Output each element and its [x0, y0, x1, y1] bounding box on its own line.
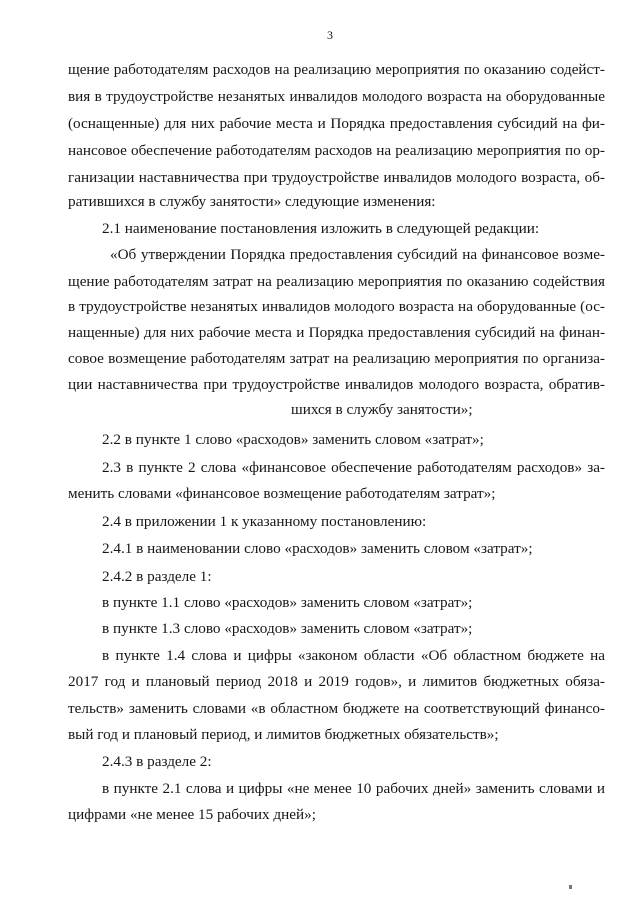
text-line: 2017 год и плановый период 2018 и 2019 годов», и лимитов бюджетных обяза- — [68, 673, 605, 690]
section-heading-line: 2.1 наименование постановления изложить в следующей редакции: — [102, 220, 540, 237]
scan-mark — [569, 885, 572, 889]
text-line: нансовое обеспечение работодателям расходов на реализацию мероприятия по ор- — [68, 142, 605, 159]
quoted-text-line: ции наставничества при трудоустройстве инвалидов молодого возраста, обратив- — [68, 376, 605, 393]
text-line: ратившихся в службу занятости» следующие изменения: — [68, 193, 436, 210]
quoted-text-line: совое возмещение работодателям затрат на реализацию мероприятия по организа- — [68, 350, 605, 367]
text-line: 2.4 в приложении 1 к указанному постановлению: — [102, 513, 427, 530]
text-line: в пункте 1.3 слово «расходов» заменить словом «затрат»; — [102, 620, 473, 637]
text-line: цифрами «не менее 15 рабочих дней»; — [68, 806, 316, 823]
text-line: 2.2 в пункте 1 слово «расходов» заменить словом «затрат»; — [102, 431, 484, 448]
text-line: 2.4.1 в наименовании слово «расходов» заменить словом «затрат»; — [102, 540, 533, 557]
text-line: 2.3 в пункте 2 слова «финансовое обеспечение работодателям расходов» за- — [102, 459, 605, 476]
text-line: в пункте 1.1 слово «расходов» заменить словом «затрат»; — [102, 594, 473, 611]
text-line: тельств» заменить словами «в областном бюджете на соответствующий финансо- — [68, 700, 605, 717]
text-line: в пункте 2.1 слова и цифры «не менее 10 рабочих дней» заменить словами и — [102, 780, 605, 797]
quoted-text-line: нащенные) для них рабочие места и Порядка предоставления субсидий на финан- — [68, 324, 605, 341]
text-line: менить словами «финансовое возмещение работодателям затрат»; — [68, 485, 496, 502]
quoted-text-line: «Об утверждении Порядка предоставления субсидий на финансовое возме- — [110, 246, 605, 263]
text-line: в пункте 1.4 слова и цифры «законом области «Об областном бюджете на — [102, 647, 605, 664]
text-line: вый год и плановый период, и лимитов бюджетных обязательств»; — [68, 726, 499, 743]
text-line: щение работодателям расходов на реализацию мероприятия по оказанию содейст- — [68, 61, 605, 78]
quoted-text-line: щение работодателям затрат на реализацию мероприятия по оказанию содействия — [68, 273, 605, 290]
text-line: вия в трудоустройстве незанятых инвалидов молодого возраста на оборудованные — [68, 88, 605, 105]
quoted-text-line: шихся в службу занятости»; — [291, 401, 473, 418]
text-line: 2.4.3 в разделе 2: — [102, 753, 212, 770]
text-line: (оснащенные) для них рабочие места и Порядка предоставления субсидий на фи- — [68, 115, 605, 132]
text-line: 2.4.2 в разделе 1: — [102, 568, 212, 585]
page-number: 3 — [327, 28, 333, 42]
text-line: ганизации наставничества при трудоустройстве инвалидов молодого возраста, об- — [68, 169, 605, 186]
quoted-text-line: в трудоустройстве незанятых инвалидов молодого возраста на оборудованные (ос- — [68, 298, 605, 315]
